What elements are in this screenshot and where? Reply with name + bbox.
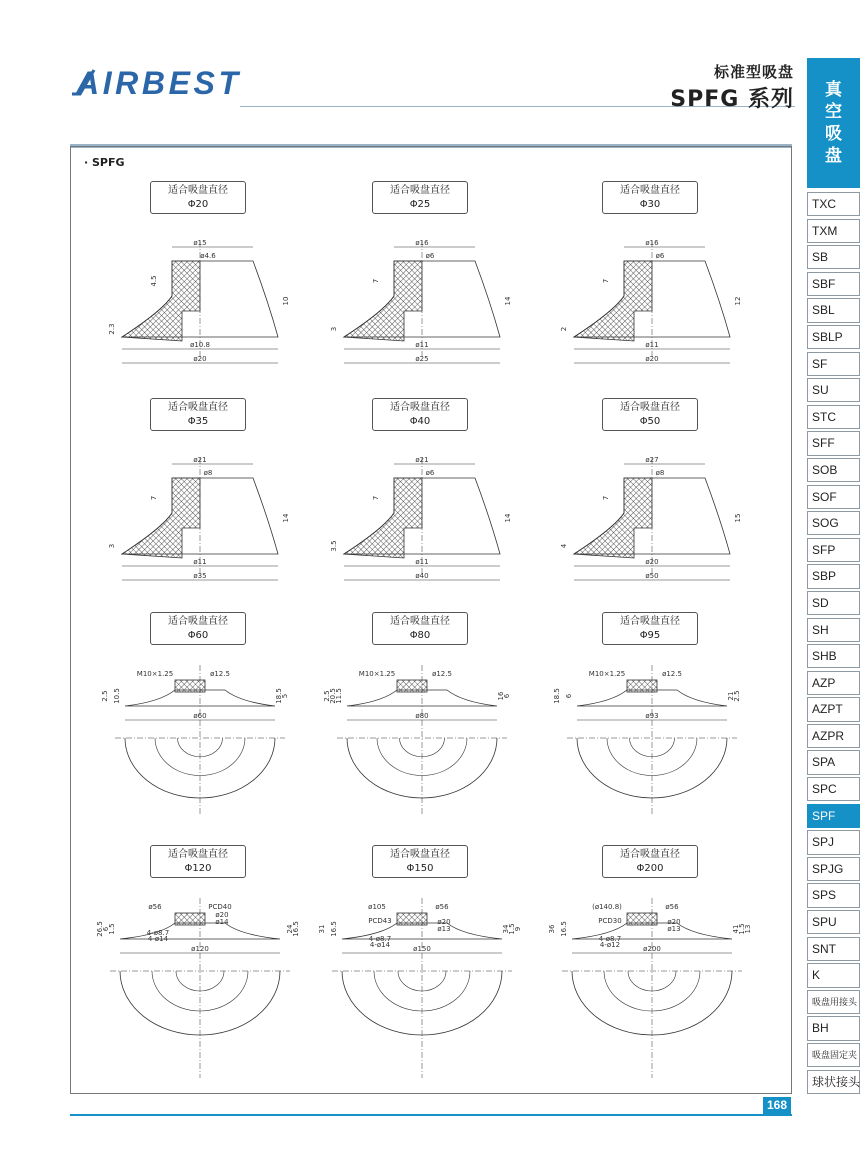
dim-label: 6 [503, 693, 511, 699]
dim-label: 41 [732, 924, 740, 934]
sidebar-item-21[interactable]: AZPR [807, 724, 860, 748]
dim-label: 1.5 [508, 923, 516, 935]
dim-label: ø27 [645, 456, 659, 464]
sidebar-item-16[interactable]: SD [807, 591, 860, 615]
cup-drawing [318, 883, 522, 1083]
dim-label: ø12.5 [662, 670, 682, 678]
size-value: Φ30 [639, 199, 661, 210]
sidebar-item-32[interactable]: BH [807, 1016, 860, 1040]
dim-label: 6 [102, 926, 110, 932]
dim-label: ø13 [667, 925, 681, 933]
dim-label: ø6 [655, 252, 665, 260]
dim-label: 7 [602, 278, 610, 284]
sidebar-heading-char: 盘 [825, 146, 842, 166]
dim-label: 4-ø8.7 [598, 935, 622, 943]
size-caption: 适合吸盘直径 [620, 616, 680, 627]
sidebar-item-11[interactable]: SOB [807, 458, 860, 482]
dim-label: ø56 [665, 903, 679, 911]
dim-label: ø11 [415, 341, 429, 349]
dim-label: 14 [504, 513, 512, 523]
cup-section [627, 680, 657, 692]
dim-label: 4.5 [150, 275, 158, 287]
sidebar-item-4[interactable]: SBF [807, 272, 860, 296]
dim-label: 7 [150, 495, 158, 501]
dim-label: ø16 [415, 239, 429, 247]
dim-label: ø15 [193, 239, 207, 247]
dim-label: ø12.5 [210, 670, 230, 678]
dim-label: 2.5 [101, 690, 109, 702]
cup-size-label [150, 845, 246, 878]
dim-label: ø40 [415, 572, 429, 580]
cup-size-label [372, 398, 468, 431]
dim-label: PCD43 [368, 917, 392, 925]
dim-label: 13 [744, 924, 752, 934]
sidebar-list [807, 192, 860, 1094]
dim-label: ø8 [203, 469, 213, 477]
dim-label: 4-ø8.7 [368, 935, 392, 943]
size-value: Φ200 [636, 863, 664, 874]
dim-label: PCD30 [598, 917, 622, 925]
dim-label: ø200 [643, 945, 661, 953]
dim-label: 18.5 [275, 688, 283, 704]
dim-label: M10×1.25 [136, 670, 174, 678]
sidebar-item-5[interactable]: SBL [807, 298, 860, 322]
cup-drawing [105, 436, 295, 601]
logo-text: AIRBEST [76, 65, 238, 101]
dim-label: 2.3 [108, 323, 116, 335]
cup-section [574, 478, 652, 558]
size-caption: 适合吸盘直径 [168, 402, 228, 413]
sidebar-heading [807, 58, 860, 188]
dim-label: ø20 [437, 918, 451, 926]
dim-label: 26.5 [96, 921, 104, 937]
dim-label: 7 [372, 495, 380, 501]
sidebar-item-24[interactable]: SPF [807, 804, 860, 828]
dim-label: M10×1.25 [588, 670, 626, 678]
sidebar-heading-char: 空 [825, 102, 842, 122]
dim-label: ø35 [193, 572, 207, 580]
sidebar-item-9[interactable]: STC [807, 405, 860, 429]
dim-label: 36 [548, 924, 556, 934]
sidebar-item-14[interactable]: SFP [807, 538, 860, 562]
dim-label: ø105 [368, 903, 386, 911]
page-title: SPFG 系列 [670, 87, 794, 112]
dim-label: 34 [502, 924, 510, 934]
dim-label: 18.5 [553, 688, 561, 704]
dim-label: ø21 [415, 456, 429, 464]
dim-label: 1.5 [738, 923, 746, 935]
dim-label: ø120 [191, 945, 209, 953]
sidebar-item-7[interactable]: SF [807, 352, 860, 376]
size-value: Φ80 [409, 630, 431, 641]
size-value: Φ120 [184, 863, 212, 874]
dim-label: ø93 [645, 712, 659, 720]
dim-label: 20.5 [329, 688, 337, 704]
cup-size-label [150, 181, 246, 214]
dim-label: 3 [108, 543, 116, 549]
dim-label: 11.5 [335, 688, 343, 704]
dim-label: M10×1.25 [358, 670, 396, 678]
cup-section [397, 913, 427, 925]
dim-label: 2.5 [733, 690, 741, 702]
dim-label: 4-ø8.7 [146, 929, 170, 937]
dim-label: ø50 [645, 572, 659, 580]
dim-label: ø12.5 [432, 670, 452, 678]
cup-size-label [150, 612, 246, 645]
cup-section [344, 478, 422, 558]
sidebar-item-29[interactable]: SNT [807, 937, 860, 961]
section-title: · SPFG [84, 156, 125, 169]
sidebar-item-13[interactable]: SOG [807, 511, 860, 535]
cup-section [175, 680, 205, 692]
size-caption: 适合吸盘直径 [620, 849, 680, 860]
dim-label: ø150 [413, 945, 431, 953]
size-value: Φ20 [187, 199, 209, 210]
cup-size-label [602, 181, 698, 214]
dim-label: 3 [330, 326, 338, 332]
size-caption: 适合吸盘直径 [168, 616, 228, 627]
category-sidebar [807, 58, 860, 1096]
dim-label: ø20 [645, 558, 659, 566]
sidebar-item-2[interactable]: TXM [807, 219, 860, 243]
dim-label: ø20 [667, 918, 681, 926]
dim-label: ø4.6 [200, 252, 216, 260]
dim-label: ø13 [437, 925, 451, 933]
sidebar-item-12[interactable]: SOF [807, 485, 860, 509]
dim-label: 16 [497, 691, 505, 701]
sidebar-item-27[interactable]: SPS [807, 883, 860, 907]
cup-drawing [105, 219, 295, 384]
dim-label: 16.5 [330, 921, 338, 937]
dim-label: 7 [602, 495, 610, 501]
cup-size-label [602, 845, 698, 878]
size-caption: 适合吸盘直径 [390, 402, 450, 413]
dim-label: 4-ø14 [147, 935, 169, 943]
sidebar-item-19[interactable]: AZP [807, 671, 860, 695]
dim-label: ø11 [415, 558, 429, 566]
cup-drawing [323, 650, 517, 820]
dim-label: ø20 [193, 355, 207, 363]
dim-label: (ø140.8) [592, 903, 622, 911]
cup-drawing [553, 650, 747, 820]
dim-label: 5 [281, 693, 289, 699]
size-caption: 适合吸盘直径 [390, 616, 450, 627]
dim-label: ø8 [655, 469, 665, 477]
cup-drawing [101, 650, 295, 820]
sidebar-item-17[interactable]: SH [807, 618, 860, 642]
dim-label: 9 [514, 926, 522, 932]
dim-label: ø11 [193, 558, 207, 566]
cup-drawing [557, 219, 747, 384]
page-number: 168 [763, 1097, 791, 1114]
dim-label: ø56 [148, 903, 162, 911]
sidebar-item-26[interactable]: SPJG [807, 857, 860, 881]
dim-label: ø25 [415, 355, 429, 363]
sidebar-item-28[interactable]: SPU [807, 910, 860, 934]
sidebar-item-8[interactable]: SU [807, 378, 860, 402]
size-value: Φ40 [409, 416, 431, 427]
cup-section [344, 261, 422, 341]
dim-label: 4 [560, 543, 568, 549]
size-value: Φ95 [639, 630, 661, 641]
dim-label: 6 [565, 693, 573, 699]
cup-drawing [557, 436, 747, 601]
sidebar-item-18[interactable]: SHB [807, 644, 860, 668]
dim-label: 1.5 [108, 923, 116, 935]
size-value: Φ150 [406, 863, 434, 874]
sidebar-item-15[interactable]: SBP [807, 564, 860, 588]
size-value: Φ25 [409, 199, 431, 210]
sidebar-item-33[interactable]: 吸盘固定夹 [807, 1043, 860, 1067]
cup-section [122, 478, 200, 558]
cup-size-label [372, 845, 468, 878]
size-caption: 适合吸盘直径 [390, 185, 450, 196]
cup-section [397, 680, 427, 692]
sidebar-item-23[interactable]: SPC [807, 777, 860, 801]
dim-label: ø20 [645, 355, 659, 363]
dim-label: 12 [734, 296, 742, 306]
cup-size-label [602, 612, 698, 645]
size-value: Φ35 [187, 416, 209, 427]
dim-label: ø80 [415, 712, 429, 720]
sidebar-item-31[interactable]: 吸盘用接头 [807, 990, 860, 1014]
size-value: Φ50 [639, 416, 661, 427]
dim-label: 4-ø12 [599, 941, 621, 949]
cup-section [175, 913, 205, 925]
footer-rule [70, 1114, 792, 1116]
sidebar-item-6[interactable]: SBLP [807, 325, 860, 349]
dim-label: ø56 [435, 903, 449, 911]
dim-label: ø14 [215, 918, 229, 926]
dim-label: ø11 [645, 341, 659, 349]
dim-label: 15 [734, 513, 742, 523]
cup-drawing [96, 883, 300, 1083]
sidebar-item-25[interactable]: SPJ [807, 830, 860, 854]
dim-label: ø21 [193, 456, 207, 464]
dim-label: ø16 [645, 239, 659, 247]
page-subtitle: 标准型吸盘 [713, 63, 794, 81]
dim-label: 14 [504, 296, 512, 306]
cup-drawing [548, 883, 752, 1083]
dim-label: 2.5 [323, 690, 331, 702]
dim-label: 7 [372, 278, 380, 284]
cup-section [122, 261, 200, 341]
dim-label: ø6 [425, 252, 435, 260]
dim-label: 16.5 [560, 921, 568, 937]
dim-label: ø20 [215, 911, 229, 919]
size-caption: 适合吸盘直径 [168, 849, 228, 860]
dim-label: 4-ø14 [369, 941, 391, 949]
sidebar-item-3[interactable]: SB [807, 245, 860, 269]
sidebar-item-20[interactable]: AZPT [807, 697, 860, 721]
sidebar-item-30[interactable]: K [807, 963, 860, 987]
dim-label: 16.5 [292, 921, 300, 937]
cup-section [574, 261, 652, 341]
dim-label: 10.5 [113, 688, 121, 704]
cup-size-label [602, 398, 698, 431]
dim-label: 2 [560, 326, 568, 332]
dim-label: 31 [318, 924, 326, 934]
cup-section [627, 913, 657, 925]
dim-label: 3.5 [330, 540, 338, 552]
cup-size-label [372, 612, 468, 645]
cup-drawing [327, 219, 517, 384]
dim-label: ø10.8 [190, 341, 210, 349]
sidebar-heading-char: 吸 [825, 124, 842, 144]
sidebar-heading-char: 真 [825, 80, 842, 100]
size-caption: 适合吸盘直径 [620, 402, 680, 413]
sidebar-item-34[interactable]: 球状接头 [807, 1070, 860, 1094]
airbest-logo [70, 64, 240, 100]
dim-label: PCD40 [208, 903, 232, 911]
dim-label: 14 [282, 513, 290, 523]
dim-label: 10 [282, 296, 290, 306]
dim-label: ø60 [193, 712, 207, 720]
cup-size-label [372, 181, 468, 214]
dim-label: 21 [727, 691, 735, 701]
cup-drawing [327, 436, 517, 601]
size-value: Φ60 [187, 630, 209, 641]
size-caption: 适合吸盘直径 [168, 185, 228, 196]
size-caption: 适合吸盘直径 [390, 849, 450, 860]
dim-label: ø6 [425, 469, 435, 477]
sidebar-item-1[interactable]: TXC [807, 192, 860, 216]
size-caption: 适合吸盘直径 [620, 185, 680, 196]
dim-label: 24 [286, 924, 294, 934]
sidebar-item-10[interactable]: SFF [807, 431, 860, 455]
cup-size-label [150, 398, 246, 431]
sidebar-item-22[interactable]: SPA [807, 750, 860, 774]
